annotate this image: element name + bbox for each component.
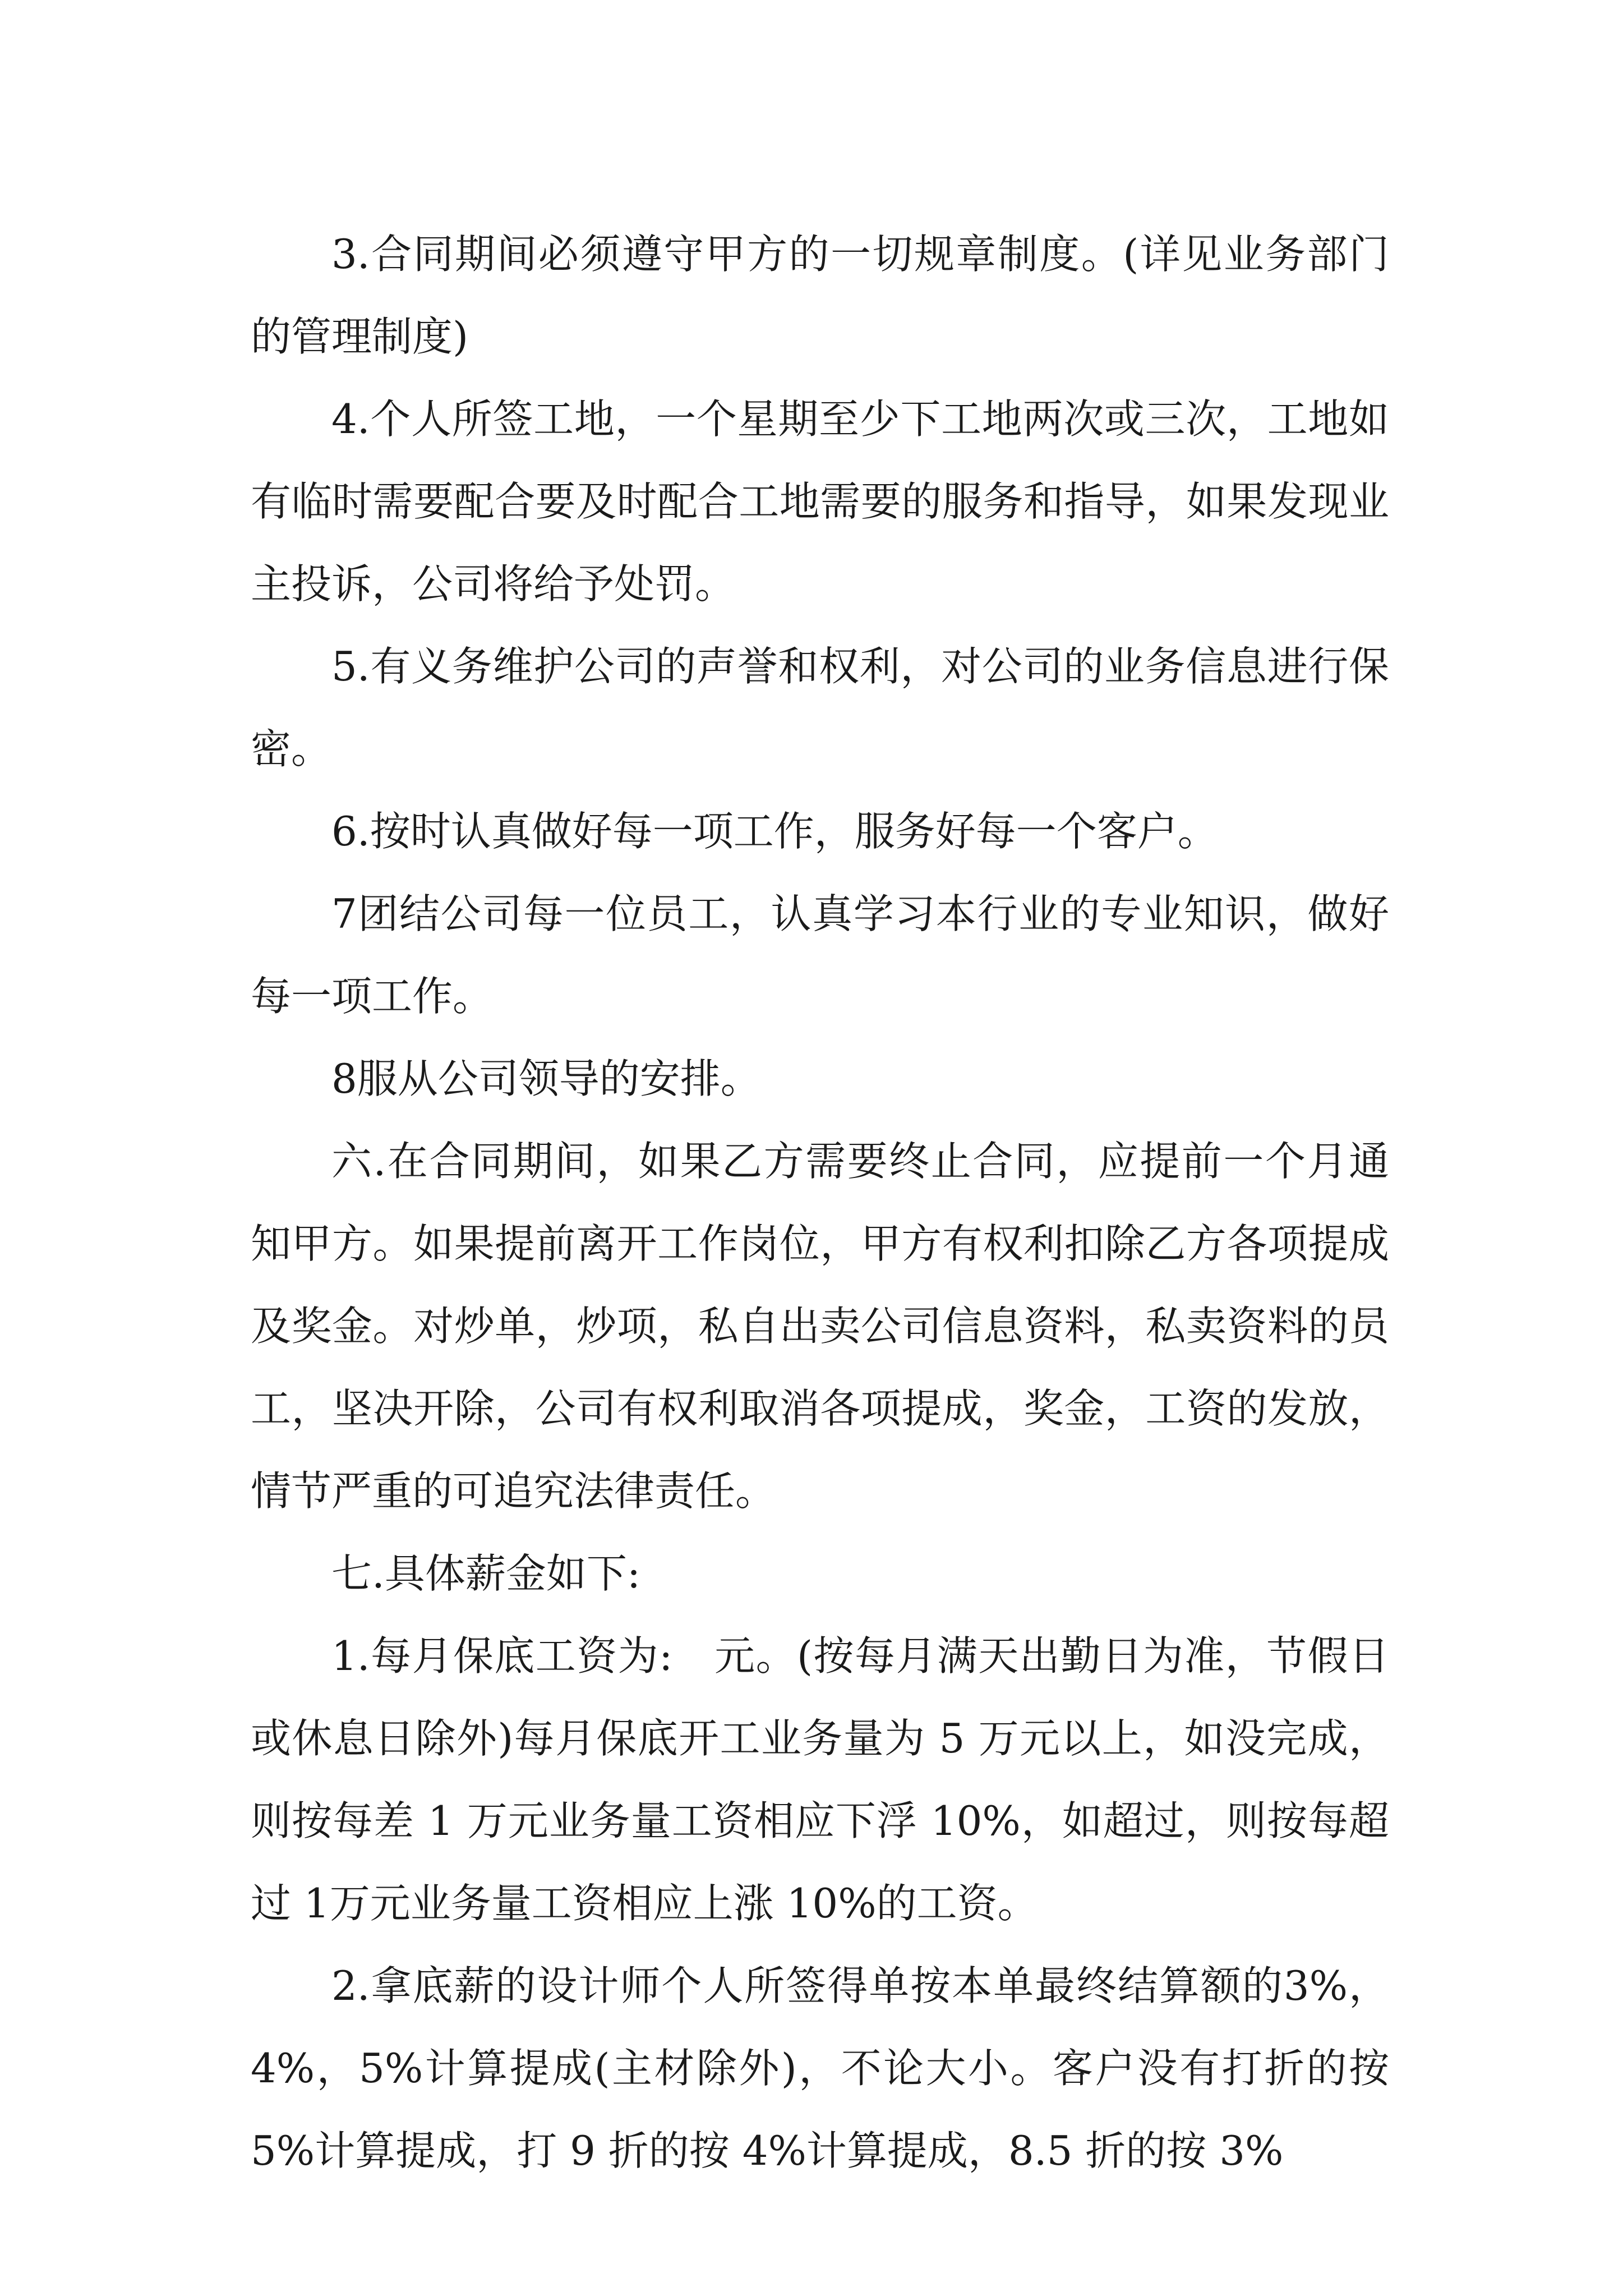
paragraph-section-6-termination: 六.在合同期间，如果乙方需要终止合同，应提前一个月通知甲方。如果提前离开工作岗位，甲方有权利扣除乙方各项提成及奖金。对炒单，炒项，私自出卖公司信息资料，私卖资料的员工，坚决开除，公司有权利取消各项提成，奖金，工资的发放，情节严重的可追究法律责任。 — [251, 1138, 1389, 1515]
paragraph-clause-5: 5.有义务维护公司的声誉和权利，对公司的业务信息进行保密。 — [251, 643, 1389, 772]
paragraph-clause-3: 3.合同期间必须遵守甲方的一切规章制度。(详见业务部门的管理制度) — [251, 231, 1389, 360]
paragraph-clause-6: 6.按时认真做好每一项工作，服务好每一个客户。 — [331, 808, 1218, 855]
paragraph-clause-7: 7团结公司每一位员工，认真学习本行业的专业知识，做好每一项工作。 — [251, 890, 1389, 1020]
document-body — [251, 213, 1389, 2192]
paragraph-clause-4: 4.个人所签工地，一个星期至少下工地两次或三次，工地如有临时需要配合要及时配合工地需要的服务和指导，如果发现业主投诉，公司将给予处罚。 — [251, 395, 1389, 608]
paragraph-section-7-heading: 七.具体薪金如下: — [331, 1550, 641, 1597]
paragraph-salary-item-1: 1.每月保底工资为: 元。(按每月满天出勤日为准，节假日或休息日除外)每月保底开工业务量为 5 万元以上，如没完成，则按每差 1 万元业务量工资相应下浮 10%，如超过，则按每超过 1万元业务量工资相应上涨 10%的工资。 — [251, 1632, 1389, 1927]
paragraph-salary-item-2: 2.拿底薪的设计师个人所签得单按本单最终结算额的3%，4%，5%计算提成(主材除外)，不论大小。客户没有打折的按 5%计算提成，打 9 折的按 4%计算提成，8.5 折的按 3% — [251, 1962, 1389, 2174]
paragraph-clause-8: 8服从公司领导的安排。 — [331, 1055, 761, 1102]
